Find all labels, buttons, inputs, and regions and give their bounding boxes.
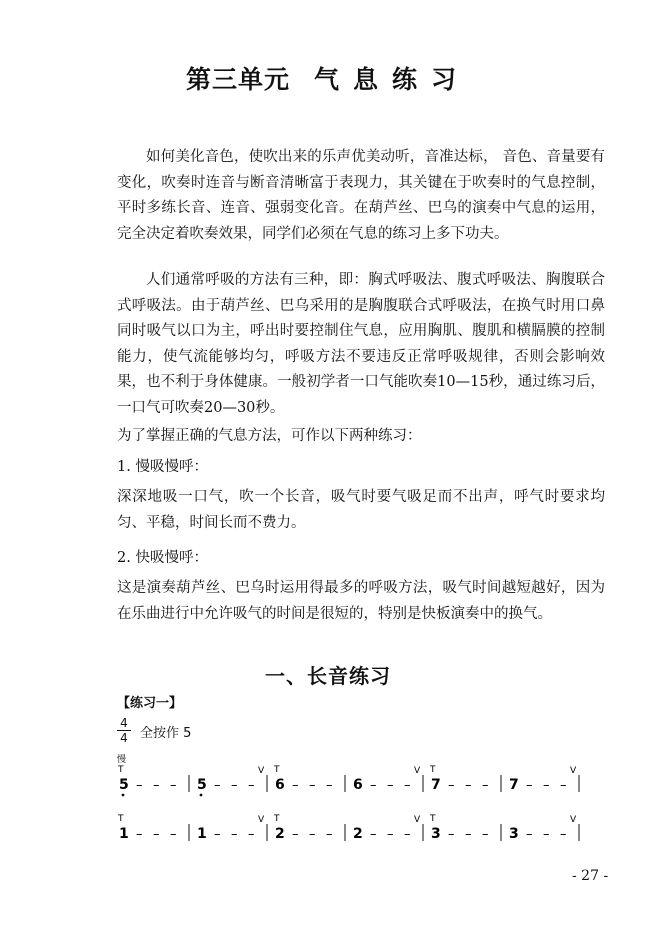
- paragraph-slow-breathing: 深深地吸一口气，吹一个长音，吸气时要气吸足而不出声，呼气时要求均匀、平稳，时间长而不费力。: [117, 489, 605, 531]
- duration-dash: –: [153, 778, 160, 793]
- page-number: - 27 -: [572, 868, 609, 884]
- technique-mark: T: [274, 814, 280, 824]
- jianpu-note: 3: [431, 826, 441, 842]
- duration-dash: –: [404, 827, 411, 842]
- duration-dash: –: [448, 827, 455, 842]
- duration-dash: –: [170, 778, 177, 793]
- fingering-label: 全按作: [140, 726, 180, 741]
- duration-dash: –: [526, 778, 533, 793]
- jianpu-note: 2: [275, 826, 285, 842]
- jianpu-note: 5: [119, 777, 129, 793]
- jianpu-note: 6: [275, 777, 285, 793]
- tempo-mark: 慢: [117, 755, 127, 765]
- duration-dash: –: [404, 778, 411, 793]
- duration-dash: –: [370, 778, 377, 793]
- duration-dash: –: [465, 827, 472, 842]
- fingering-note: 5: [183, 726, 192, 741]
- exercise-heading-slow: 1. 慢吸慢呼：: [117, 459, 208, 475]
- jianpu-note: 7: [509, 777, 519, 793]
- duration-dash: –: [136, 778, 143, 793]
- duration-dash: –: [370, 827, 377, 842]
- duration-dash: –: [543, 778, 550, 793]
- jianpu-note: 5: [197, 777, 207, 793]
- exercise-label: 【练习一】: [117, 696, 183, 711]
- duration-dash: –: [465, 778, 472, 793]
- technique-mark: T: [274, 765, 280, 775]
- duration-dash: –: [448, 778, 455, 793]
- jianpu-note: 7: [431, 777, 441, 793]
- jianpu-note: 2: [353, 826, 363, 842]
- paragraph-two-exercises: 为了掌握正确的气息方法，可作以下两种练习：: [117, 428, 422, 444]
- technique-mark: T: [118, 765, 124, 775]
- duration-dash: –: [326, 827, 333, 842]
- technique-mark: T: [430, 765, 436, 775]
- technique-mark: T: [118, 814, 124, 824]
- duration-dash: –: [214, 827, 221, 842]
- jianpu-note: 1: [119, 826, 129, 842]
- duration-dash: –: [482, 778, 489, 793]
- duration-dash: –: [292, 778, 299, 793]
- breath-mark: V: [414, 766, 421, 776]
- time-signature-top: 4: [120, 716, 128, 730]
- duration-dash: –: [543, 827, 550, 842]
- section-title: 一、长音练习: [265, 664, 391, 688]
- duration-dash: –: [231, 778, 238, 793]
- duration-dash: –: [560, 827, 567, 842]
- duration-dash: –: [214, 778, 221, 793]
- duration-dash: –: [136, 827, 143, 842]
- duration-dash: –: [387, 778, 394, 793]
- low-octave-dot: [200, 794, 203, 797]
- unit-title-sub: 气息练习: [314, 65, 471, 94]
- breath-mark: V: [258, 815, 265, 825]
- duration-dash: –: [309, 778, 316, 793]
- duration-dash: –: [248, 827, 255, 842]
- jianpu-note: 1: [197, 826, 207, 842]
- duration-dash: –: [231, 827, 238, 842]
- duration-dash: –: [309, 827, 316, 842]
- breath-mark: V: [570, 766, 577, 776]
- duration-dash: –: [170, 827, 177, 842]
- jianpu-note: 6: [353, 777, 363, 793]
- duration-dash: –: [482, 827, 489, 842]
- jianpu-note: 3: [509, 826, 519, 842]
- duration-dash: –: [526, 827, 533, 842]
- breath-mark: V: [414, 815, 421, 825]
- time-signature-bottom: 4: [120, 731, 128, 745]
- exercise-heading-fast: 2. 快吸慢呼：: [117, 550, 208, 566]
- breath-mark: V: [570, 815, 577, 825]
- duration-dash: –: [326, 778, 333, 793]
- low-octave-dot: [122, 794, 125, 797]
- technique-mark: T: [430, 814, 436, 824]
- paragraph-intro: 如何美化音色，使吹出来的乐声优美动听，音准达标， 音色、音量要有变化，吹奏时连音与断音清晰富于表现力，其关键在于吹奏时的气息控制，平时多练长音、连音、强弱变化音。在葫芦丝、巴乌的演奏中气息的运用，完全决定着吹奏效果，同学们必须在气息的练习上多下功夫。: [117, 149, 605, 242]
- paragraph-fast-breathing: 这是演奏葫芦丝、巴乌时运用得最多的呼吸方法，吸气时间越短越好，因为在乐曲进行中允许吸气的时间是很短的，特别是快板演奏中的换气。: [117, 580, 605, 622]
- unit-title-main: 第三单元: [185, 65, 290, 94]
- paragraph-breathing-methods: 人们通常呼吸的方法有三种，即：胸式呼吸法、腹式呼吸法、胸腹联合式呼吸法。由于葫芦丝、巴乌采用的是胸腹联合式呼吸法，在换气时用口鼻同时吸气以口为主，呼出时要控制住气息，应用胸肌、腹肌和横膈膜的控制能力，使气流能够均匀，呼吸方法不要违反正常呼吸规律，否则会影响效果，也不利于身体健康。一般初学者一口气能吹奏10—15秒，通过练习后，一口气可吹奏20—30秒。: [117, 272, 605, 416]
- breath-mark: V: [258, 766, 265, 776]
- duration-dash: –: [153, 827, 160, 842]
- duration-dash: –: [387, 827, 394, 842]
- duration-dash: –: [292, 827, 299, 842]
- duration-dash: –: [248, 778, 255, 793]
- duration-dash: –: [560, 778, 567, 793]
